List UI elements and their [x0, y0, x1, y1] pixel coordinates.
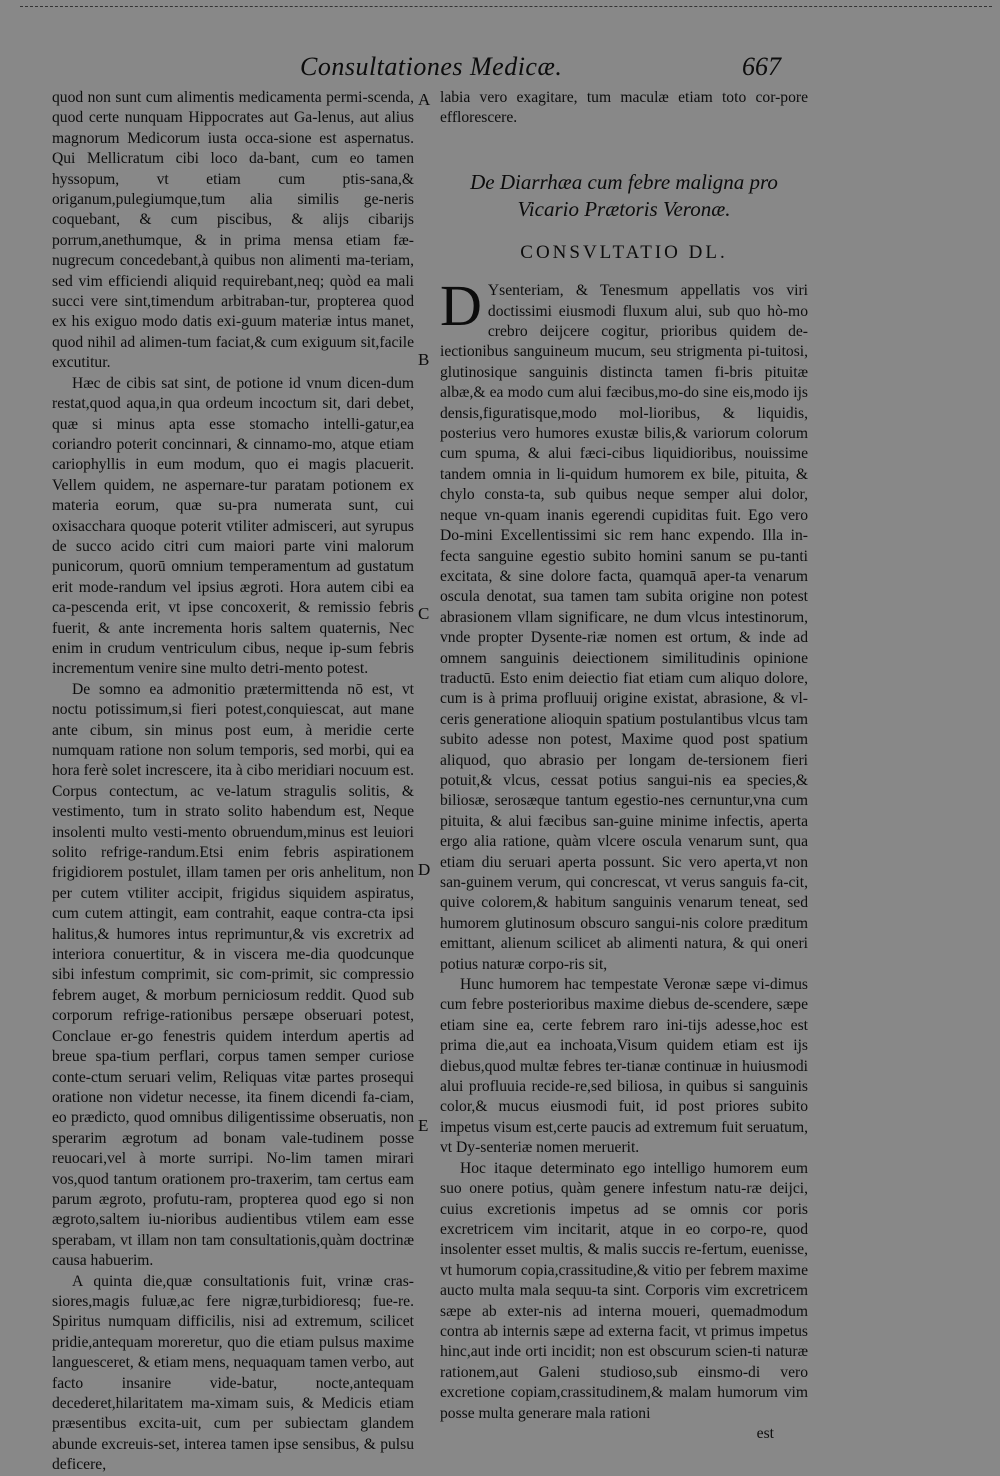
right-paragraph-1 — [440, 273, 808, 975]
left-paragraph-3: De somno ea admonitio prætermittenda nō est, vt noctu potissimum,si fieri potest,conquiescat, aut mane ante cibum, sin minus post eum, à meridie certe numquam ratione non solum temporis, sed morbi, qui ea hora ferè solet increscere, ita à cibo meridiari nocuum est. Corpus contectum, ac ve-latum stragulis solitis, & vestimento, tum in strato solito habendum est, Neque insolenti multo vesti-mento obruendum,minus est leuiori solito refrige-randum.Etsi enim febris aspirationem frigidiorem postulet, illam tamen per oris anhelitum, non per cutem vtiliter accipit, frigidus siquidem aspiratus, cum cutem attingit, eam contrahit, eaque contra-cta ipsi halitus,& humores intus reprimuntur,& vis excretrix ad interiora conuertitur, & in viscera me-dia quodcunque sibi infestum comprimit, sic com-primit, sic compressio febrem auget, & morbum perniciosum reddit. Quod sub corporum refrige-rationibus persæpe obseruari potest, Conclaue er-go fenestris quidem interdum apertis ad breue spa-tium perflari, corpus tamen semper curiose conte-ctum seruari velim, Reliquas vitæ partes prosequi oratione non videtur necesse, ita finem dicendi fa-ciam, eo prædicto, quod omnibus diligentissime obseruatis, non sperarim ægrotum ad bonam vale-tudinem posse reuocari,vel à morte surripi. No-lim tamen mirari vos,quod tantum orationem pro-traxerim, tam certus eam parum ægroto, profutu-ram, propterea quod ego si non ægroto,saltem iu-nioribus audientibus vtilem eam esse sperabam, vt illam non tam consultationis,quàm doctrinæ causa habuerim. — [52, 680, 414, 1270]
margin-marker-d: D — [418, 860, 431, 879]
page-number: 667 — [742, 52, 781, 81]
margin-marker-c: C — [418, 604, 430, 623]
margin-marker-a: A — [418, 90, 431, 109]
right-paragraph-3: Hoc itaque determinato ego intelligo humorem eum suo onere potius, quàm genere infestum natu-ræ deijci, cuius excretionis impetus ad se omnis cor poris excretricem vim incitarit, atque in eo corpo-re, quod insolenter esset multis, & malis succis re-fertum, euenisse, vt humorum copia,crassitudine,& vitio per febrem maxime aucto multa mala sequu-ta sint. Corporis vim excretricem sæpe ab exter-nis ad interna moueri, quemadmodum contra ab internis sæpe ad externa facit, vt primus impetus hinc,aut inde orti incidit; non est obscurum scien-ti naturæ rationem,aut Galeni studioso,sub einsmo-di vero excretione copiam,crassitudinem,& malam humorum vim posse multa generare mala rationi — [440, 1159, 808, 1422]
running-title: Consultationes Medicæ. — [300, 52, 563, 81]
margin-marker-e: E — [418, 1116, 429, 1135]
consultation-number: CONSVLTATIO DL. — [520, 241, 728, 263]
right-paragraph-1-text: Ysenteriam, & Tenesmum appellatis vos viri doctissimi eiusmodi fluxum alui, sub quo hò-mo crebro deijcere cogitur, prioribus quidem de-iectionibus sanguineum mucum, seu strigmenta pi-tuitosi, glutinosique sanguinis distincta tamen fi-bris pituitæ albæ,& ea modo cum alui fæcibus,mo-do sine eis,modo ijs densis,figuratisque,modo mol-lioribus, & liquidis, posterius vero humores exustæ bilis,& variorum colorum cum spuma, & alui fæci-cibus liquidioribus, nouissime tandem omnia in li-quidum humorem ex bile, pituita, & chylo consta-ta, sub quibus neque semper alui dolor, neque vn-quam inanis egerendi cupiditas fuit. Ego vero Do-mini Excellentissimi sic rem hanc expendo. Illa in-fecta sanguine egestio subito homini sanum se pu-tanti excitata, & sine dolore facta, quamquā aper-ta venarum oscula denotat, sua tamen tam subita origine non potest abrasionem vllam significare, ne dum vlcus intestinorum, vnde propter Dysente-riæ nomen est ortum, & inde ad omnem sanguinis deiectionem similitudinis opinione traductū. Esto enim deiectio fiat etiam cum aliquo dolore, cum is à prima profluuij origine existat, abrasione, & vl-ceris generatione alioquin spatium postulantibus vlcus tam subito adesse non potest, Maxime quod post spatium aliquod, quo abrasio per longam de-tersionem fieri potuit,& vlcus, cessat potius sangui-nis ea species,& biliosæ, serosæque tantum egestio-nes cernuntur,vna cum pituita, & alui fæcibus san-guine minime infectis, aperta ergo alia ratione, quàm vlcere oscula venarum sunt, qua etiam diu seruari aperta possunt. Sic vero aperta,vt non san-guinem verum, qui concrescat, vt verus sanguis fa-cit, quive colorem,& habitum sanguinis venarum teneat, sed humorem glutinosum obscuro sangui-nis colore præditum emittant, alienum scilicet ab alimenti natura, & qui oneri potius naturæ corpo-ris sit, — [440, 282, 808, 973]
drop-cap: D — [440, 273, 482, 339]
left-column — [52, 88, 414, 1476]
left-paragraph-4: A quinta die,quæ consultationis fuit, vrinæ cras-siores,magis fuluæ,ac fere nigræ,turbidioresq; fue-re. Spiritus numquam difficilis, nisi ad extremum, scilicet pridie,antequam moreretur, quo die etiam pulsus maxime languesceret, & etiam mens, nequaquam tamen verbo, aut facto insanire vide-batur, nocte,antequam decederet,hilaritatem ma-ximam suis, & Medicis etiam præsentibus excita-uit, cum per subiectam glandem abunde excreuis-set, interea tamen ipse sensibus, & pulsu deficere, — [52, 1272, 414, 1474]
margin-marker-b: B — [418, 350, 430, 369]
left-paragraph-2: Hæc de cibis sat sint, de potione id vnum dicen-dum restat,quod aqua,in qua ordeum incoctum sit, dari debet, quæ si minus apta esse stomacho intelli-gatur,ea coriandro poterit concinnari, & cinnamo-mo, atque etiam cariophyllis in eum modum, quo ei magis placuerit. Vellem quidem, ne aspernare-tur paratam potionem ex materia eorum, quæ su-pra numerata sunt, cui oxisacchara quoque poterit vtiliter admisceri, aut syrupus de succo acido citri cum maiori parte vini malorum punicorum, quorū omnium temperamentum ad gustatum erit mode-randum vel ipsius ægroti. Hora autem cibi ea ca-pescenda erit, vt ipse concoxerit, & remissio febris fuerit, & ante incrementa horis saltem quaternis, Nec enim in crudum ventriculum cibus, neque ip-sum febris incrementum venire sine multo detri-mento potest. — [52, 374, 414, 678]
catchword: est — [756, 1424, 774, 1442]
right-paragraph-2: Hunc humorem hac tempestate Veronæ sæpe vi-dimus cum febre posterioribus maxime diebus de-scendere, sæpe etiam sine ea, certe febrem raro ini-tijs adesse,hoc est prima die,aut ea inchoata,Visum quidem etiam est ijs diebus,quod multæ febres ter-tianæ continuæ in huiusmodi alui profluuia recide-re,sed biliosa, in quibus si sanguinis color,& mucus eiusmodi fuit, id post priores subito impetus visum est,certe paucis ad extremum fuit seruatum, vt Dy-senteriæ nomen meruerit. — [440, 976, 808, 1157]
left-paragraph-1: quod non sunt cum alimentis medicamenta permi-scenda, quod certe nunquam Hippocrates aut Ga-lenus, aut alius magnorum Medicorum iusta occa-sione est aspernatus. Qui Mellicratum cibi loco da-bant, cum eo tamen hyssopum, vt etiam cum ptis-sana,& origanum,pulegiumque,tum alia similis ge-neris coquebant, & cum piscibus, & alijs cibarijs porrum,anethumque, & in prima mensa etiam fæ-nugrecum concedebant,à quibus non alimenti ma-teriam, sed vim efficiendi aliquid requirebant,neq; quòd ea mali succi vere sint,timendum arbitraban-tur, propterea quod ex his exiguo modo datis exi-guum materiæ intus manet, quod nihil ad alimen-tum faciat,& cum exiguum sit,facile excutitur. — [52, 89, 414, 372]
continuation-text: labia vero exagitare, tum maculæ etiam toto cor-pore efflorescere. — [440, 89, 808, 127]
right-column — [440, 88, 808, 1444]
section-heading: De Diarrhæa cum febre maligna pro Vicario Prætoris Veronæ. — [470, 169, 778, 221]
page-top-edge — [20, 6, 992, 7]
